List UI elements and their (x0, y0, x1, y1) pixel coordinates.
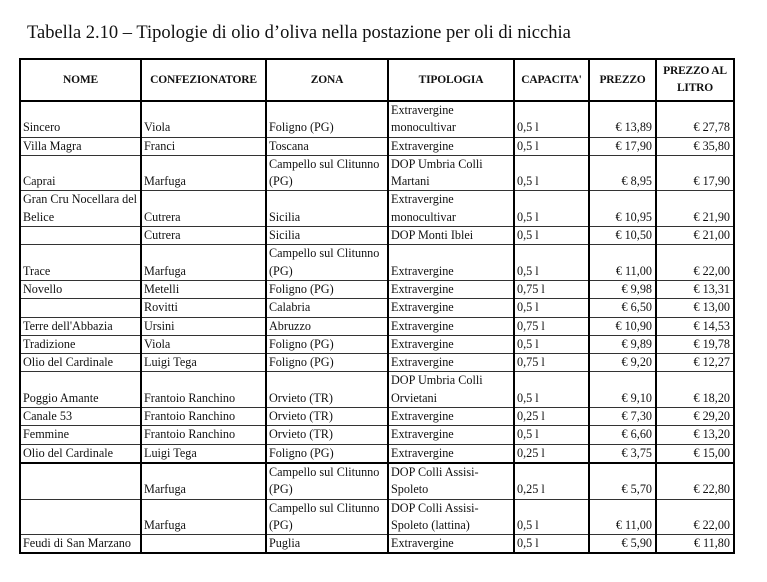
cell-zona: Foligno (PG) (266, 354, 388, 372)
cell-tipologia: Extravergine (388, 280, 514, 298)
cell-nome (20, 299, 141, 317)
cell-tipologia: Extravergine (388, 535, 514, 554)
cell-tipologia: Extravergine (388, 426, 514, 444)
table-row (20, 426, 734, 444)
cell-capacita: 0,5 l (514, 372, 589, 408)
cell-prezzo: € 9,10 (589, 372, 656, 408)
cell-prezzo: € 11,00 (589, 245, 656, 281)
column-header-tipologia: TIPOLOGIA (388, 59, 514, 101)
cell-confezionatore: Marfuga (141, 499, 266, 535)
cell-prezzo-litro: € 21,00 (656, 227, 734, 245)
cell-confezionatore: Metelli (141, 280, 266, 298)
cell-tipologia: DOP Umbria Colli Martani (388, 155, 514, 191)
table-row (20, 299, 734, 317)
column-header-prezzo-litro: PREZZO AL LITRO (656, 59, 734, 101)
cell-nome: Olio del Cardinale (20, 354, 141, 372)
cell-zona: Campello sul Clitunno (PG) (266, 463, 388, 499)
cell-confezionatore: Luigi Tega (141, 354, 266, 372)
cell-tipologia: DOP Colli Assisi-Spoleto (388, 463, 514, 499)
cell-zona: Orvieto (TR) (266, 408, 388, 426)
column-header-nome: NOME (20, 59, 141, 101)
cell-prezzo: € 7,30 (589, 408, 656, 426)
cell-prezzo-litro: € 22,00 (656, 245, 734, 281)
table-row (20, 535, 734, 554)
table-row (20, 372, 734, 408)
cell-zona: Foligno (PG) (266, 101, 388, 137)
cell-confezionatore (141, 535, 266, 554)
cell-confezionatore: Viola (141, 101, 266, 137)
cell-zona: Toscana (266, 137, 388, 155)
cell-nome: Caprai (20, 155, 141, 191)
cell-nome (20, 463, 141, 499)
cell-capacita: 0,5 l (514, 299, 589, 317)
cell-confezionatore: Rovitti (141, 299, 266, 317)
cell-zona: Puglia (266, 535, 388, 554)
cell-zona: Calabria (266, 299, 388, 317)
cell-confezionatore: Frantoio Ranchino (141, 408, 266, 426)
cell-capacita: 0,25 l (514, 463, 589, 499)
cell-prezzo: € 13,89 (589, 101, 656, 137)
cell-prezzo-litro: € 21,90 (656, 191, 734, 227)
header-row (20, 59, 734, 101)
cell-nome: Trace (20, 245, 141, 281)
cell-confezionatore: Cutrera (141, 227, 266, 245)
cell-confezionatore: Frantoio Ranchino (141, 372, 266, 408)
cell-zona: Campello sul Clitunno (PG) (266, 155, 388, 191)
cell-nome: Tradizione (20, 335, 141, 353)
table-row (20, 354, 734, 372)
table-row (20, 101, 734, 137)
cell-prezzo-litro: € 22,00 (656, 499, 734, 535)
cell-tipologia: Extravergine (388, 299, 514, 317)
column-header-confezionatore: CONFEZIONATORE (141, 59, 266, 101)
cell-tipologia: Extravergine (388, 317, 514, 335)
cell-nome: Sincero (20, 101, 141, 137)
cell-confezionatore: Viola (141, 335, 266, 353)
cell-prezzo-litro: € 12,27 (656, 354, 734, 372)
column-header-capacita: CAPACITA' (514, 59, 589, 101)
cell-confezionatore: Frantoio Ranchino (141, 426, 266, 444)
cell-prezzo: € 17,90 (589, 137, 656, 155)
cell-capacita: 0,25 l (514, 444, 589, 463)
table-row (20, 317, 734, 335)
cell-nome: Canale 53 (20, 408, 141, 426)
table-row (20, 463, 734, 499)
cell-capacita: 0,75 l (514, 280, 589, 298)
cell-capacita: 0,5 l (514, 137, 589, 155)
cell-tipologia: Extravergine monocultivar (388, 101, 514, 137)
table-row (20, 499, 734, 535)
column-header-prezzo: PREZZO (589, 59, 656, 101)
cell-zona: Foligno (PG) (266, 335, 388, 353)
cell-tipologia: Extravergine (388, 444, 514, 463)
cell-prezzo: € 10,50 (589, 227, 656, 245)
cell-zona: Sicilia (266, 191, 388, 227)
cell-prezzo: € 9,20 (589, 354, 656, 372)
cell-zona: Abruzzo (266, 317, 388, 335)
table-row (20, 227, 734, 245)
cell-confezionatore: Marfuga (141, 463, 266, 499)
table-row (20, 280, 734, 298)
cell-capacita: 0,5 l (514, 155, 589, 191)
cell-nome: Olio del Cardinale (20, 444, 141, 463)
cell-tipologia: Extravergine (388, 245, 514, 281)
cell-prezzo: € 8,95 (589, 155, 656, 191)
table-row (20, 444, 734, 463)
cell-prezzo-litro: € 13,31 (656, 280, 734, 298)
cell-zona: Sicilia (266, 227, 388, 245)
cell-capacita: 0,5 l (514, 227, 589, 245)
cell-prezzo: € 10,90 (589, 317, 656, 335)
cell-prezzo: € 9,98 (589, 280, 656, 298)
cell-capacita: 0,5 l (514, 535, 589, 554)
cell-tipologia: Extravergine (388, 354, 514, 372)
cell-prezzo-litro: € 17,90 (656, 155, 734, 191)
cell-nome (20, 499, 141, 535)
cell-prezzo: € 6,50 (589, 299, 656, 317)
table-title: Tabella 2.10 – Tipologie di olio d’oliva nella postazione per oli di nicchia (27, 23, 571, 43)
cell-prezzo-litro: € 15,00 (656, 444, 734, 463)
cell-capacita: 0,5 l (514, 335, 589, 353)
cell-confezionatore: Ursini (141, 317, 266, 335)
cell-prezzo-litro: € 22,80 (656, 463, 734, 499)
table-row (20, 245, 734, 281)
cell-capacita: 0,25 l (514, 408, 589, 426)
cell-prezzo: € 11,00 (589, 499, 656, 535)
table-row (20, 155, 734, 191)
cell-prezzo-litro: € 11,80 (656, 535, 734, 554)
cell-prezzo: € 10,95 (589, 191, 656, 227)
cell-tipologia: Extravergine (388, 408, 514, 426)
cell-nome: Femmine (20, 426, 141, 444)
cell-nome: Novello (20, 280, 141, 298)
cell-nome: Villa Magra (20, 137, 141, 155)
cell-prezzo: € 5,70 (589, 463, 656, 499)
cell-capacita: 0,5 l (514, 101, 589, 137)
cell-confezionatore: Marfuga (141, 155, 266, 191)
cell-nome: Poggio Amante (20, 372, 141, 408)
cell-prezzo: € 5,90 (589, 535, 656, 554)
cell-prezzo-litro: € 19,78 (656, 335, 734, 353)
cell-nome: Feudi di San Marzano (20, 535, 141, 554)
cell-capacita: 0,5 l (514, 499, 589, 535)
cell-confezionatore: Luigi Tega (141, 444, 266, 463)
cell-prezzo-litro: € 13,00 (656, 299, 734, 317)
cell-tipologia: DOP Monti Iblei (388, 227, 514, 245)
cell-nome (20, 227, 141, 245)
cell-prezzo: € 6,60 (589, 426, 656, 444)
olive-oil-table (19, 58, 735, 554)
cell-nome: Gran Cru Nocellara del Belice (20, 191, 141, 227)
cell-tipologia: DOP Umbria Colli Orvietani (388, 372, 514, 408)
column-header-zona: ZONA (266, 59, 388, 101)
cell-tipologia: DOP Colli Assisi-Spoleto (lattina) (388, 499, 514, 535)
cell-prezzo-litro: € 14,53 (656, 317, 734, 335)
cell-capacita: 0,5 l (514, 191, 589, 227)
cell-zona: Campello sul Clitunno (PG) (266, 245, 388, 281)
cell-tipologia: Extravergine (388, 335, 514, 353)
cell-tipologia: Extravergine (388, 137, 514, 155)
cell-prezzo-litro: € 27,78 (656, 101, 734, 137)
table-row (20, 137, 734, 155)
cell-capacita: 0,75 l (514, 354, 589, 372)
cell-confezionatore: Cutrera (141, 191, 266, 227)
cell-capacita: 0,5 l (514, 426, 589, 444)
table-row (20, 191, 734, 227)
cell-prezzo: € 9,89 (589, 335, 656, 353)
cell-confezionatore: Franci (141, 137, 266, 155)
table-row (20, 335, 734, 353)
cell-prezzo-litro: € 29,20 (656, 408, 734, 426)
cell-nome: Terre dell'Abbazia (20, 317, 141, 335)
cell-tipologia: Extravergine monocultivar (388, 191, 514, 227)
cell-prezzo-litro: € 35,80 (656, 137, 734, 155)
cell-zona: Orvieto (TR) (266, 372, 388, 408)
cell-zona: Foligno (PG) (266, 444, 388, 463)
cell-capacita: 0,5 l (514, 245, 589, 281)
cell-zona: Orvieto (TR) (266, 426, 388, 444)
cell-capacita: 0,75 l (514, 317, 589, 335)
cell-prezzo-litro: € 13,20 (656, 426, 734, 444)
cell-zona: Campello sul Clitunno (PG) (266, 499, 388, 535)
cell-confezionatore: Marfuga (141, 245, 266, 281)
cell-prezzo: € 3,75 (589, 444, 656, 463)
cell-zona: Foligno (PG) (266, 280, 388, 298)
cell-prezzo-litro: € 18,20 (656, 372, 734, 408)
table-row (20, 408, 734, 426)
